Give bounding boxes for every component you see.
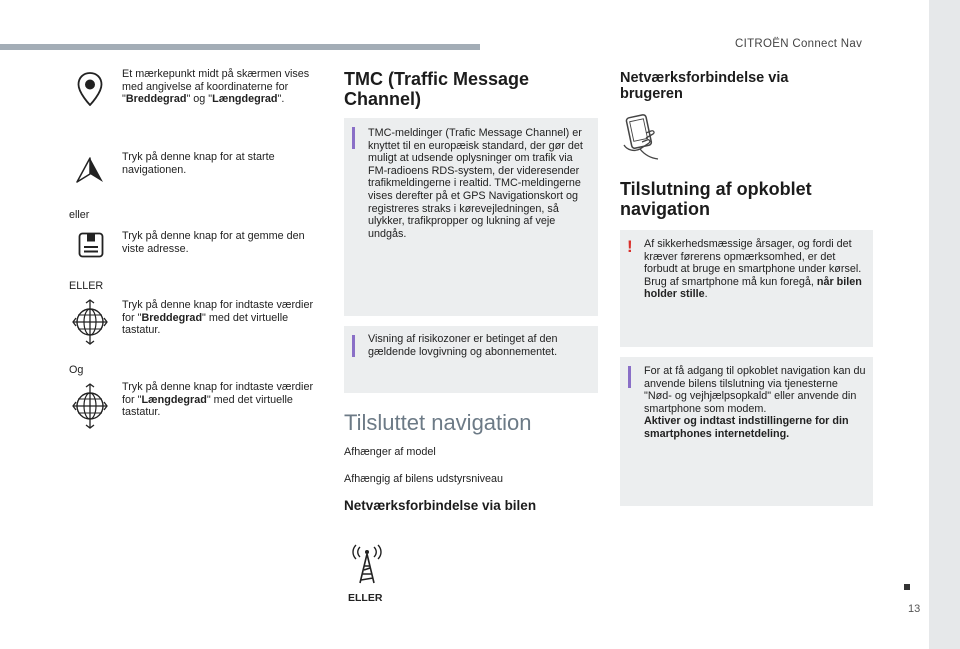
page-end-mark bbox=[904, 584, 910, 590]
equipment-note: Afhængig af bilens udstyrsniveau bbox=[344, 473, 504, 485]
tmc-info-box bbox=[344, 118, 598, 316]
warning-box bbox=[620, 230, 873, 347]
warning-icon: ! bbox=[627, 237, 633, 256]
model-note: Afhænger af model bbox=[344, 446, 436, 458]
connected-nav-title: Tilsluttet navigation bbox=[344, 410, 532, 435]
top-bar bbox=[0, 44, 480, 50]
pin-description: Et mærkepunkt midt på skærmen vises med angivelse af koordinaterne for "Breddegrad" og "Længdegrad". bbox=[122, 68, 310, 106]
tmc-info-text: TMC-meldinger (Trafic Message Channel) er knyttet til en europæisk standard, der gør det muligt at udsende oplysninger om trafik via FM-radioens RDS-system, der videresender trafikmeldingerne i realtid. TMC-meldingerne vises derefter på et GPS Navigationskort og registreres straks i kørevejledningen, så ulykker, trafikpropper og lukning af veje undgås. bbox=[368, 127, 583, 240]
warning-text: Af sikkerhedsmæssige årsager, og fordi det kræver førerens opmærksomhed, er det forbudt at bruge en smartphone under kørsel. Brug af smartphone må kun foregå, når bilen holder stille. bbox=[644, 238, 862, 301]
location-pin-icon bbox=[77, 72, 103, 106]
separator-eller: eller bbox=[69, 209, 90, 221]
navigate-description: Tryk på denne knap for at starte navigationen. bbox=[122, 151, 275, 176]
latitude-description: Tryk på denne knap for indtaste værdier for "Breddegrad" med det virtuelle tastatur. bbox=[122, 299, 314, 337]
risk-info-box bbox=[344, 326, 598, 393]
separator-og: Og bbox=[69, 364, 84, 376]
connect-nav-title: Tilslutning af opkoblet navigation bbox=[620, 179, 812, 219]
connection-info-box bbox=[620, 357, 873, 506]
save-description: Tryk på denne knap for at gemme den viste adresse. bbox=[122, 230, 305, 255]
info-icon bbox=[628, 366, 631, 388]
or-label: ELLER bbox=[348, 592, 383, 604]
user-connection-title: Netværksforbindelse via brugeren bbox=[620, 70, 789, 102]
smartphone-hand-icon bbox=[620, 112, 666, 162]
info-icon bbox=[352, 335, 355, 357]
risk-info-text: Visning af risikozoner er betinget af den gældende lovgivning og abonnementet. bbox=[368, 333, 558, 358]
separator-eller-caps: ELLER bbox=[69, 280, 104, 292]
header-title: CITROËN Connect Nav bbox=[735, 38, 863, 50]
longitude-description: Tryk på denne knap for indtaste værdier for "Længdegrad" med det virtuelle tastatur. bbox=[122, 381, 314, 419]
info-icon bbox=[352, 127, 355, 149]
tmc-title: TMC (Traffic Message Channel) bbox=[344, 69, 530, 109]
antenna-icon bbox=[350, 544, 384, 584]
page-number: 13 bbox=[908, 603, 921, 615]
page-side-tab bbox=[929, 0, 960, 649]
car-connection-title: Netværksforbindelse via bilen bbox=[344, 498, 537, 513]
globe-icon bbox=[72, 383, 108, 429]
connection-info-text: For at få adgang til opkoblet navigation kan du anvende bilens tilslutning via tjenesterne "Nød- og vejhjælpsopkald" eller anvende din smartphone som modem. Aktiver og indtast indstillingerne for din smartphones internetdeling. bbox=[644, 365, 866, 440]
save-icon bbox=[78, 232, 104, 258]
globe-icon bbox=[72, 299, 108, 345]
navigation-arrow-icon bbox=[76, 157, 104, 183]
